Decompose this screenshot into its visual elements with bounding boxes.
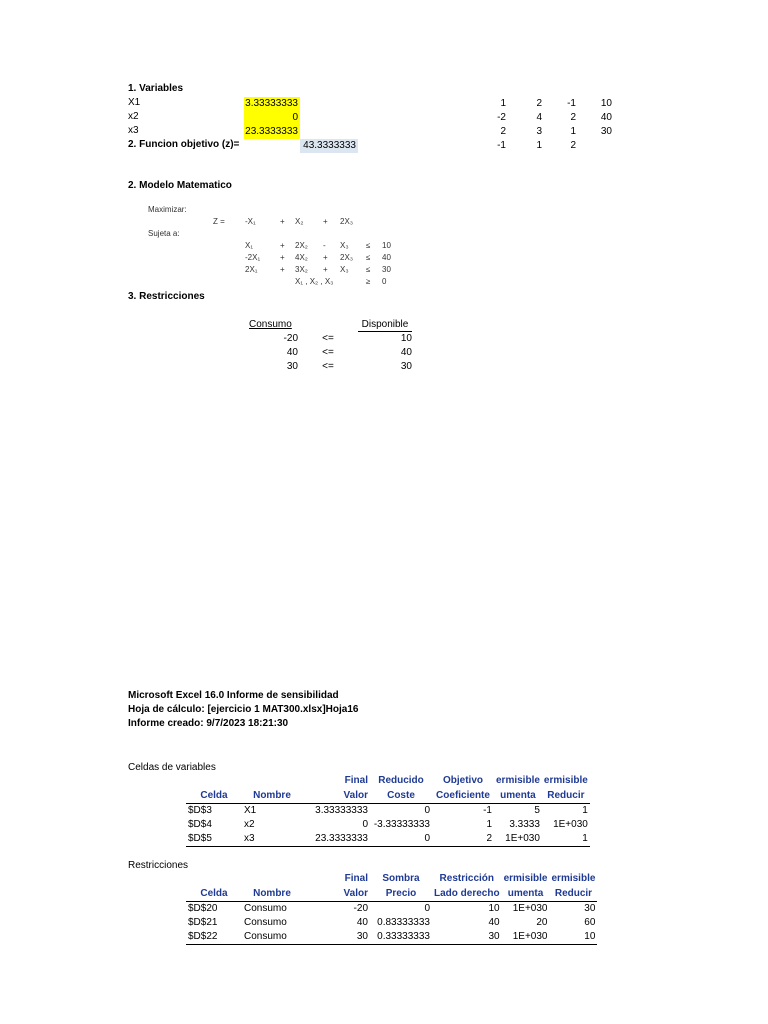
cell: 0 [370, 832, 432, 847]
z-term: + [323, 217, 328, 226]
disponible-value: 10 [400, 333, 412, 344]
head-cell: Precio [370, 886, 432, 902]
head-cell: Final [344, 872, 368, 884]
head-cell [242, 773, 302, 788]
head-cell: ermisible [551, 872, 596, 884]
cell: 40 [488, 917, 500, 928]
col-consumo: Consumo [249, 319, 292, 330]
cell: 1 [486, 819, 492, 830]
cell: $D$3 [188, 805, 212, 816]
nonneg-vars: X₁ , X₂ , X₃ [295, 277, 334, 286]
cell: 20 [536, 917, 548, 928]
cell: 1E+030 [502, 930, 550, 945]
cell: 5 [534, 805, 540, 816]
cell: -1 [483, 805, 492, 816]
var-value-x3: 23.3333333 [245, 126, 298, 137]
head-cell: ermisible [496, 774, 540, 786]
head-cell: Valor [302, 788, 370, 804]
var-value-x2: 0 [244, 111, 300, 125]
head-cell: Reducir [542, 788, 590, 804]
cell: $D$4 [188, 819, 212, 830]
cell: $D$21 [188, 917, 218, 928]
constraint-term: 4X₂ [295, 253, 308, 262]
z-term: X₂ [295, 217, 304, 226]
maximize-label: Maximizar: [148, 205, 187, 214]
cell: x3 [242, 832, 302, 847]
matrix-cell: 40 [600, 112, 612, 123]
matrix-cell: 10 [600, 98, 612, 109]
cell: 0 [362, 819, 368, 830]
cell: 0.83333333 [377, 917, 430, 928]
report-title: Microsoft Excel 16.0 Informe de sensibilidad [128, 690, 339, 701]
disponible-value: 40 [400, 347, 412, 358]
cell: 3.33333333 [315, 805, 368, 816]
op: <= [322, 361, 334, 372]
matrix-cell: 2 [570, 140, 576, 151]
matrix-cell: 2 [500, 126, 506, 137]
head-cell: Reducir [550, 886, 598, 902]
cell: $D$20 [188, 903, 218, 914]
constraint-term: + [280, 253, 285, 262]
report-sheet: Hoja de cálculo: [ejercicio 1 MAT300.xlsx]Hoja16 [128, 704, 359, 715]
head-cell: umenta [494, 788, 542, 804]
table-row [186, 804, 590, 819]
objective-label: 2. Funcion objetivo (z)= [128, 139, 240, 150]
cell: 0 [424, 805, 430, 816]
cell: X1 [244, 805, 257, 816]
constraint-term: 3X₂ [295, 265, 308, 274]
head-cell: Nombre [242, 788, 302, 804]
head-cell: Celda [186, 788, 242, 804]
head-cell: Restricción [439, 872, 495, 884]
constraint-term: - [323, 241, 326, 250]
cell: 1 [542, 832, 590, 847]
head-cell: Lado derecho [432, 886, 502, 902]
z-term: + [280, 217, 285, 226]
objective-value: 43.3333333 [300, 139, 358, 153]
matrix-cell: 3 [536, 126, 542, 137]
cell: $D$22 [186, 930, 242, 945]
consumo-value: -20 [283, 333, 298, 344]
var-label-x1: X1 [128, 97, 141, 108]
restrictions-heading: 3. Restricciones [128, 291, 205, 302]
matrix-cell: -2 [497, 112, 506, 123]
cell: 2 [432, 832, 494, 847]
nonneg-sign: ≥ [366, 277, 371, 286]
matrix-cell: 4 [536, 112, 542, 123]
cell: Consumo [242, 930, 302, 945]
matrix-cell: 2 [570, 112, 576, 123]
matrix-cell: -1 [497, 140, 506, 151]
cell: 0.33333333 [370, 930, 432, 945]
col-disponible: Disponible [358, 319, 412, 332]
report-created: Informe creado: 9/7/2023 18:21:30 [128, 718, 289, 729]
constraint-term: ≤ [366, 241, 371, 250]
matrix-cell: -1 [567, 98, 576, 109]
consumo-value: 40 [286, 347, 298, 358]
matrix-cell: 30 [600, 126, 612, 137]
nonneg-val: 0 [382, 277, 387, 286]
constraint-term: + [323, 265, 328, 274]
cell: $D$5 [186, 832, 242, 847]
cell: 1E+030 [553, 819, 588, 830]
head-cell: Coeficiente [432, 788, 494, 804]
variables-heading: 1. Variables [128, 83, 184, 94]
cell: 1E+030 [512, 903, 548, 914]
cell: 23.3333333 [302, 832, 370, 847]
cell: 60 [584, 917, 596, 928]
cell: 40 [356, 917, 368, 928]
constraints-table [186, 871, 597, 945]
table-row [186, 902, 597, 917]
var-label-x2: x2 [128, 111, 139, 122]
op: <= [322, 333, 334, 344]
head-cell: Valor [302, 886, 370, 902]
constraint-term: + [323, 253, 328, 262]
matrix-cell: 1 [570, 126, 576, 137]
cell: 30 [302, 930, 370, 945]
head-cell: Celda [186, 886, 242, 902]
table-row [186, 832, 590, 847]
head-cell: Final [344, 774, 368, 786]
constraint-term: X₃ [340, 265, 349, 274]
matrix-cell: 2 [536, 98, 542, 109]
cell: 30 [584, 903, 596, 914]
constraint-term: X₁ [245, 241, 254, 250]
cell: Consumo [244, 917, 287, 928]
cell: 30 [432, 930, 502, 945]
table-row [186, 916, 597, 930]
consumo-value: 30 [286, 361, 298, 372]
constraint-term: 2X₁ [245, 265, 258, 274]
cell: 3.3333 [509, 819, 540, 830]
cell: 10 [550, 930, 598, 945]
cell: 0 [424, 903, 430, 914]
constraint-term: 10 [382, 241, 391, 250]
cell: 1 [582, 805, 588, 816]
subject-label: Sujeta a: [148, 229, 180, 238]
constraint-term: 2X₃ [340, 253, 354, 262]
table-row [186, 930, 597, 945]
constraint-term: 30 [382, 265, 391, 274]
constraint-term: + [280, 241, 285, 250]
cell: -20 [353, 903, 368, 914]
var-cells-table [186, 773, 590, 847]
cell: Consumo [244, 903, 287, 914]
cell: 1E+030 [494, 832, 542, 847]
cell: -3.33333333 [373, 819, 430, 830]
disponible-value: 30 [400, 361, 412, 372]
head-cell: Sombra [382, 872, 420, 884]
z-term: -X₁ [245, 217, 256, 226]
var-value-x1: 3.33333333 [245, 98, 298, 109]
var-label-x3: x3 [128, 125, 139, 136]
constraint-term: + [280, 265, 285, 274]
cell: 10 [488, 903, 500, 914]
model-heading: 2. Modelo Matematico [128, 180, 232, 191]
head-cell [186, 773, 242, 788]
constraint-term: -2X₁ [245, 253, 261, 262]
head-cell: Reducido [378, 774, 424, 786]
constraint-term: 2X₂ [295, 241, 308, 250]
matrix-cell: 1 [536, 140, 542, 151]
head-cell [186, 871, 242, 886]
constraint-term: X₃ [340, 241, 349, 250]
table-row [186, 818, 590, 832]
head-cell: Nombre [242, 886, 302, 902]
op: <= [322, 347, 334, 358]
head-cell: Coste [370, 788, 432, 804]
constraint-term: ≤ [366, 265, 371, 274]
head-cell: umenta [502, 886, 550, 902]
constraints-label: Restricciones [128, 860, 189, 871]
var-cells-label: Celdas de variables [128, 762, 216, 773]
cell: x2 [244, 819, 255, 830]
constraint-term: 40 [382, 253, 391, 262]
head-cell: ermisible [503, 872, 548, 884]
head-cell: ermisible [543, 774, 588, 786]
head-cell [242, 871, 302, 886]
z-term: 2X₃ [340, 217, 354, 226]
constraint-term: ≤ [366, 253, 371, 262]
head-cell: Objetivo [442, 774, 483, 786]
matrix-cell: 1 [500, 98, 506, 109]
z-term: Z = [213, 217, 225, 226]
